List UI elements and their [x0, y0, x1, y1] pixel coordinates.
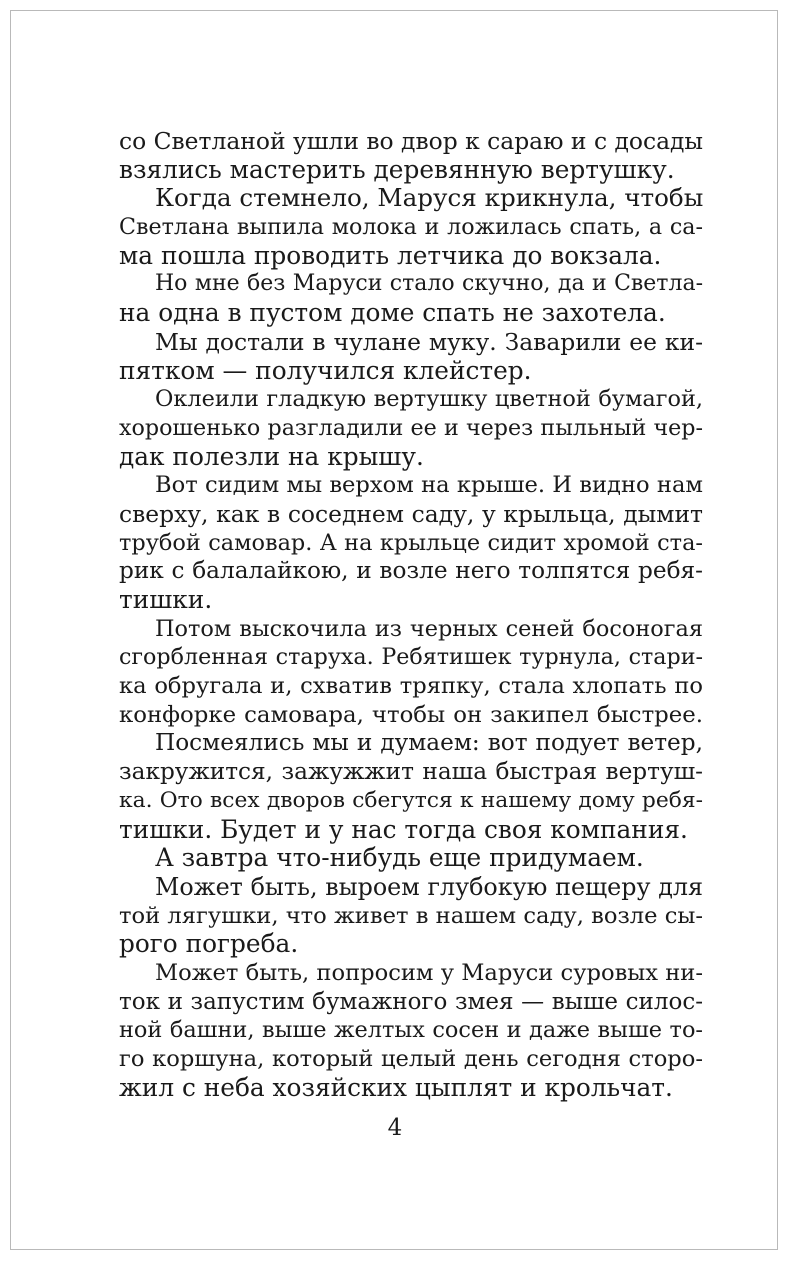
text-line: Мы достали в чулане муку. Заварили ее ки- [155, 327, 703, 356]
text-line: конфорке самовара, чтобы он закипел быстрее. [119, 701, 703, 728]
text-line: ной башни, выше желтых сосен и даже выше то- [119, 1017, 703, 1044]
body-text [119, 127, 703, 1102]
text-line: Оклеили гладкую вертушку цветной бумагой, [155, 386, 703, 413]
text-line: Потом выскочила из черных сеней босоногая [155, 615, 703, 642]
text-line: закружится, зажужжит наша быстрая вертуш- [119, 758, 703, 786]
text-line: Может быть, выроем глубокую пещеру для [155, 872, 703, 901]
text-line: ма пошла проводить летчика до вокзала. [119, 240, 662, 270]
text-line: Но мне без Маруси стало скучно, да и Светла- [155, 271, 703, 297]
text-line: тишки. Будет и у нас тогда своя компания. [119, 814, 688, 844]
text-line: жил с неба хозяйских цыплят и крольчат. [119, 1072, 673, 1102]
text-line: той лягушки, что живет в нашем саду, возле сы- [119, 902, 703, 929]
text-line: со Светланой ушли во двор к сараю и с досады [119, 127, 704, 155]
text-line: на одна в пустом доме спать не захотела. [119, 298, 666, 328]
text-line: взялись мастерить деревянную вертушку. [119, 154, 675, 184]
text-line: хорошенько разгладили ее и через пыльный чер- [119, 414, 703, 441]
page-number: 4 [387, 1115, 403, 1141]
text-line: Светлана выпила молока и ложилась спать, а са- [119, 214, 703, 241]
text-line: ток и запустим бумажного змея — выше силос- [119, 988, 703, 1015]
text-line: рого погреба. [119, 929, 299, 959]
text-line: дак полезли на крышу. [119, 441, 424, 471]
text-line: сверху, как в соседнем саду, у крыльца, дымит [119, 499, 703, 528]
text-line: тишки. [119, 585, 213, 614]
text-line: Посмеялись мы и думаем: вот подует ветер, [155, 729, 703, 757]
text-line: Может быть, попросим у Маруси суровых ни- [155, 959, 703, 986]
text-line: пятком — получился клейстер. [119, 355, 532, 385]
text-line: Когда стемнело, Маруся крикнула, чтобы [155, 183, 704, 213]
text-line: ка. Ото всех дворов сбегутся к нашему дому ребя- [119, 787, 703, 813]
text-line: сгорбленная старуха. Ребятишек турнула, стари- [119, 644, 703, 671]
text-line: Вот сидим мы верхом на крыше. И видно нам [155, 472, 703, 499]
text-line: ка обругала и, схватив тряпку, стала хлопать по [119, 673, 703, 700]
text-line: рик с балалайкою, и возле него толпятся ребя- [119, 557, 703, 585]
text-line: трубой самовар. А на крыльце сидит хромой ста- [119, 529, 703, 556]
text-line: А завтра что-нибудь еще придумаем. [155, 843, 644, 873]
text-line: го коршуна, который целый день сегодня сторо- [119, 1046, 703, 1072]
